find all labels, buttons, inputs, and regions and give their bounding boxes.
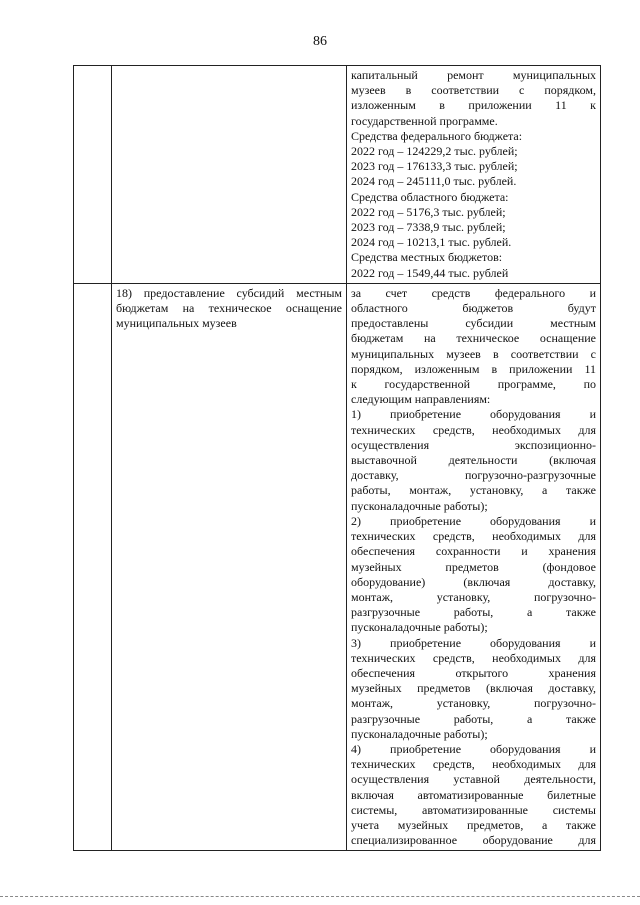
text-line: государственной программе.: [351, 113, 498, 128]
text-line: областного бюджетов будут: [351, 301, 596, 316]
row-number-cell: [74, 66, 112, 284]
table-row: [74, 283, 601, 851]
scan-edge-rule: [0, 896, 640, 897]
text-line: музейных предметов (включая доставку,: [351, 681, 596, 696]
text-line: 18) предоставление субсидий местным: [116, 285, 342, 300]
text-line: капитальный ремонт муниципальных: [351, 68, 596, 82]
text-line: за счет средств федерального и: [351, 285, 596, 300]
text-line: технических средств, необходимых для: [351, 650, 596, 665]
text-line: системы, автоматизированные системы: [351, 802, 596, 817]
measure-text-cell: [347, 66, 601, 284]
measure-text-cell: [347, 283, 601, 851]
row-number-cell: [74, 283, 112, 851]
text-line: бюджетам на техническое оснащение: [351, 331, 596, 346]
text-line: изложенным в приложении 11 к: [351, 98, 596, 113]
text-line: муниципальных музеев в соответствии с: [351, 346, 596, 361]
text-line: порядком, изложенным в приложении 11: [351, 361, 596, 376]
text-line: 2024 год – 245111,0 тыс. рублей.: [351, 174, 517, 189]
description-cell: [112, 66, 347, 284]
text-line: 3) приобретение оборудования и: [351, 635, 596, 650]
text-line: 4) приобретение оборудования и: [351, 741, 596, 756]
text-line: пусконаладочные работы);: [351, 620, 488, 635]
text-line: обеспечения открытого хранения: [351, 665, 596, 680]
text-line: предоставлены субсидии местным: [351, 316, 596, 331]
text-line: работы, монтаж, установку, а также: [351, 483, 596, 498]
text-line: 2022 год – 124229,2 тыс. рублей;: [351, 144, 518, 159]
table-row: [74, 66, 601, 284]
text-line: технических средств, необходимых для: [351, 757, 596, 772]
text-line: бюджетам на техническое оснащение: [116, 301, 342, 316]
text-line: обеспечения сохранности и хранения: [351, 544, 596, 559]
text-line: разгрузочные работы, а также: [351, 605, 596, 620]
text-line: монтаж, установку, погрузочно-: [351, 589, 596, 604]
text-line: Средства местных бюджетов:: [351, 250, 503, 265]
text-line: технических средств, необходимых для: [351, 422, 596, 437]
text-line: разгрузочные работы, а также: [351, 711, 596, 726]
text-line: включая автоматизированные билетные: [351, 787, 596, 802]
text-line: пусконаладочные работы);: [351, 498, 488, 513]
text-line: 1) приобретение оборудования и: [351, 407, 596, 422]
text-line: муниципальных музеев: [116, 316, 237, 331]
text-line: 2024 год – 10213,1 тыс. рублей.: [351, 235, 512, 250]
text-line: оборудование) (включая доставку,: [351, 574, 596, 589]
text-line: специализированное оборудование для: [351, 833, 596, 848]
description-cell: [112, 283, 347, 851]
text-line: музеев в соответствии с порядком,: [351, 83, 596, 98]
text-line: учета музейных предметов, а также: [351, 817, 596, 832]
text-line: 2023 год – 7338,9 тыс. рублей;: [351, 220, 506, 235]
text-line: следующим направлениям:: [351, 392, 491, 407]
text-line: осуществления экспозиционно-: [351, 437, 596, 452]
program-table: [73, 65, 601, 851]
text-line: осуществления уставной деятельности,: [351, 772, 596, 787]
text-line: к государственной программе, по: [351, 377, 596, 392]
text-line: доставку, погрузочно-разгрузочные: [351, 468, 596, 483]
page-number: 86: [313, 34, 327, 49]
text-line: Средства федерального бюджета:: [351, 128, 523, 143]
text-line: 2) приобретение оборудования и: [351, 513, 596, 528]
text-line: технических средств, необходимых для: [351, 529, 596, 544]
text-line: пусконаладочные работы);: [351, 726, 488, 741]
text-line: монтаж, установку, погрузочно-: [351, 696, 596, 711]
text-line: Средства областного бюджета:: [351, 189, 509, 204]
text-line: 2023 год – 176133,3 тыс. рублей;: [351, 159, 518, 174]
text-line: 2022 год – 5176,3 тыс. рублей;: [351, 204, 506, 219]
text-line: выставочной деятельности (включая: [351, 453, 596, 468]
text-line: музейных предметов (фондовое: [351, 559, 596, 574]
text-line: 2022 год – 1549,44 тыс. рублей: [351, 265, 509, 280]
